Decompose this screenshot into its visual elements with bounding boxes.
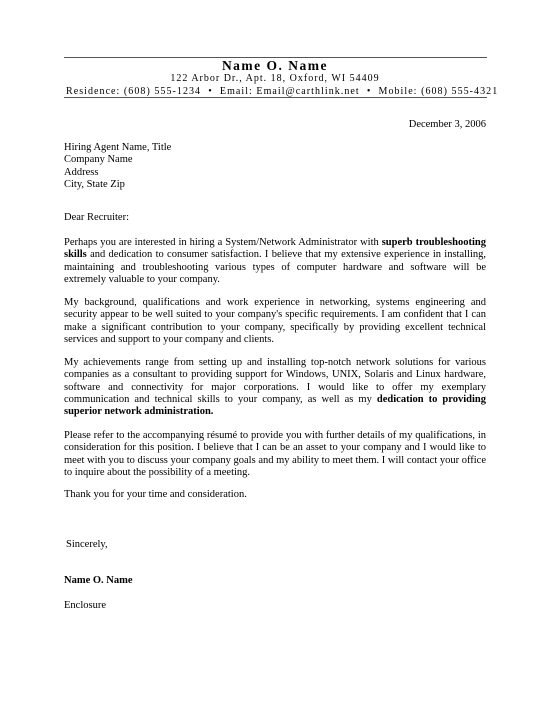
contact-separator: • [208, 86, 213, 97]
recipient-city-state-zip: City, State Zip [64, 178, 125, 190]
sender-address: 122 Arbor Dr., Apt. 18, Oxford, WI 54409 [170, 73, 380, 84]
body-paragraph-5: Thank you for your time and consideration. [64, 489, 247, 500]
body-paragraph-1 [64, 237, 486, 286]
sender-contact-line [66, 86, 499, 97]
body-paragraph-4: Please refer to the accompanying résumé to provide you with further details of my qualifications, in consideration for this position. I believe that I can be an asset to your company and I would like to meet with you to discuss your company goals and my ability to meet them. I will contact your office to inquire about the possibility of a meeting. [64, 430, 486, 478]
body-paragraph-3 [64, 357, 486, 418]
paragraph-emphasis: dedication to providing superior network administration. [64, 393, 486, 418]
contact-separator: • [366, 86, 372, 97]
paragraph-emphasis: superb troubleshooting skills [64, 237, 486, 261]
signature-name: Name O. Name [64, 575, 133, 586]
letter-date: December 3, 2006 [408, 119, 486, 130]
paragraph-text: and dedication to consumer satisfaction. I believe that my extensive experience in installing, maintaining and troubleshooting various types of computer hardware and software will be extremely valuable to your company. [64, 249, 486, 285]
sender-name: Name O. Name [221, 58, 329, 73]
recipient-company: Company Name [64, 154, 133, 166]
recipient-address: Address [64, 166, 99, 178]
recipient-name-title: Hiring Agent Name, Title [64, 142, 172, 153]
complimentary-closing: Sincerely, [66, 539, 108, 550]
letterhead-bottom-rule [64, 97, 487, 98]
residence-phone: Residence: (608) 555-1234 [66, 86, 202, 97]
body-paragraph-2: My background, qualifications and work experience in networking, systems engineering and security appear to be well suited to your company's specific requirements. I am confident that I can make a significant contribution to your company, specifically by providing excellent technical services and support to your company and clients. [64, 297, 486, 345]
paragraph-text: My achievements range from setting up and installing top-notch network solutions for various companies as a consultant to providing support for Windows, UNIX, Solaris and Linux hardware, software and connectivity for major corporations. I would like to offer my exemplary communication and technical skills to your company, as well as my [64, 357, 486, 405]
email-address: Email: Email@carthlink.net [219, 86, 360, 97]
inside-address [64, 142, 486, 191]
mobile-phone: Mobile: (608) 555-4321 [378, 86, 499, 97]
paragraph-text: Perhaps you are interested in hiring a System/Network Administrator with [64, 237, 382, 248]
enclosure-note: Enclosure [64, 600, 106, 611]
salutation: Dear Recruiter: [64, 212, 130, 223]
